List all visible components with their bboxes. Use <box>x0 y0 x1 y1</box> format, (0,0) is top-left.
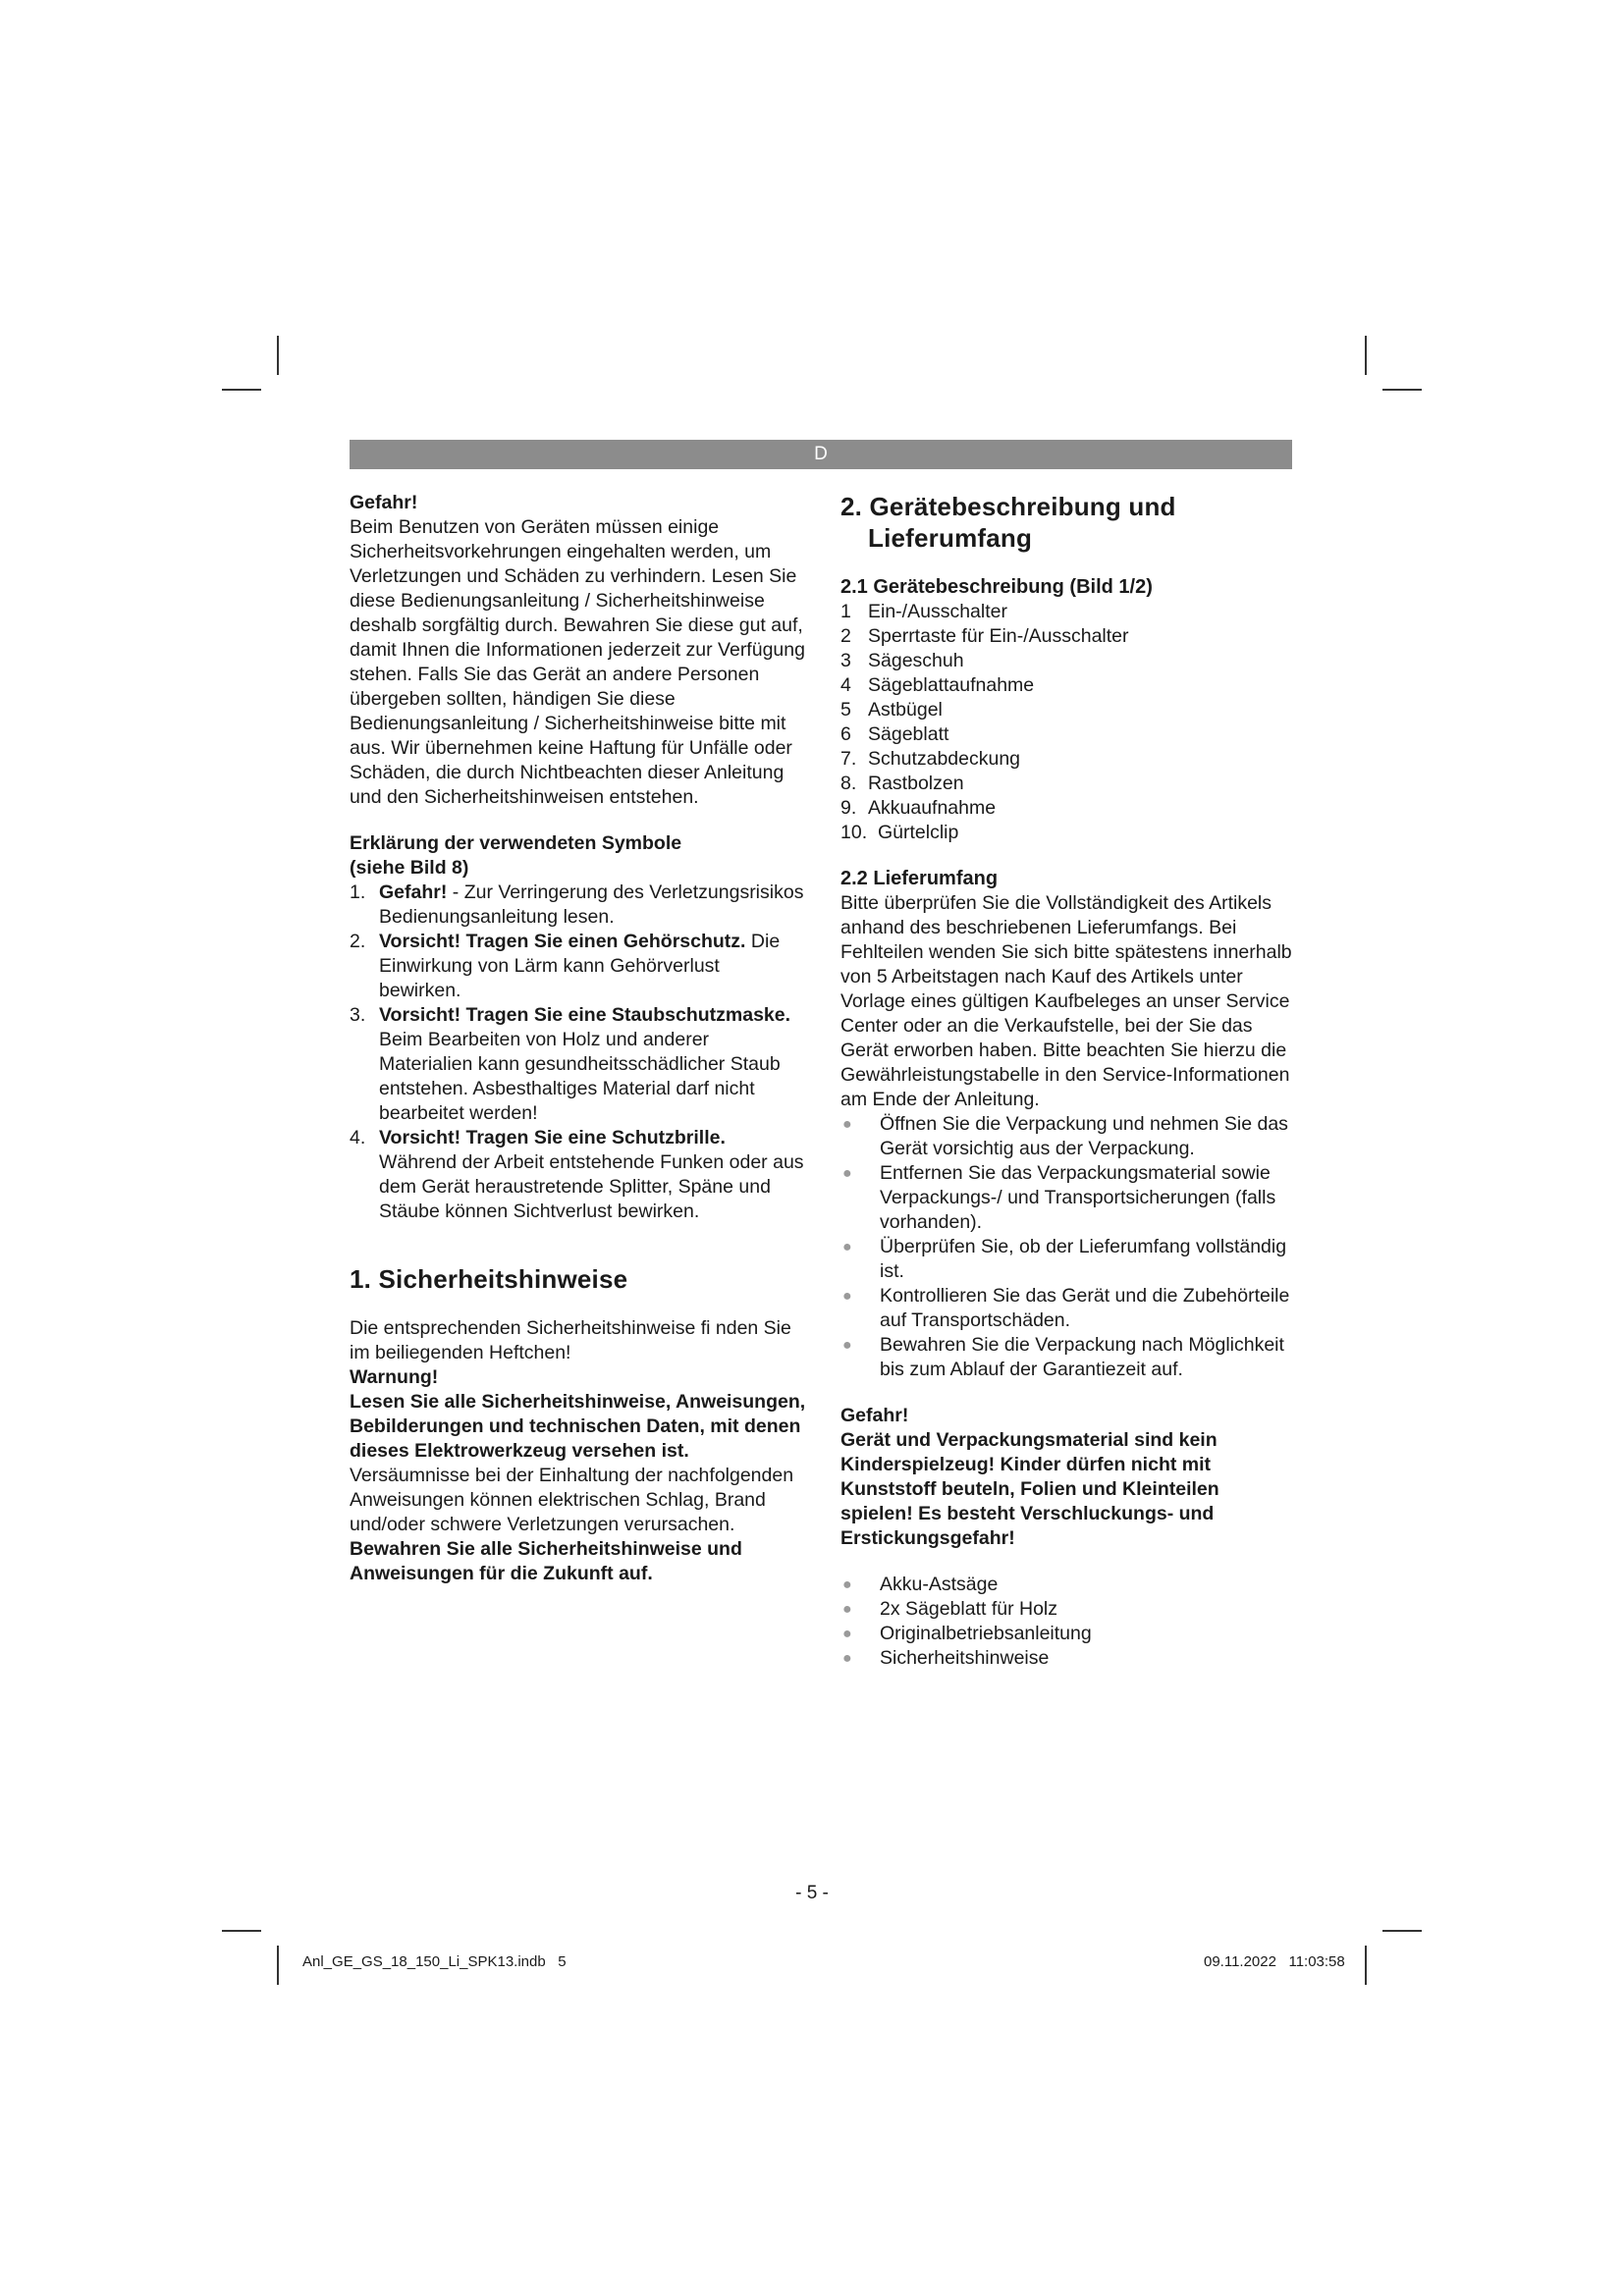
language-header-bar <box>350 440 1292 469</box>
list-item: 8. Rastbolzen <box>840 773 964 794</box>
footer-file-name: Anl_GE_GS_18_150_Li_SPK13.indb 5 <box>302 1953 567 1970</box>
symbols-subheading: (siehe Bild 8) <box>350 857 469 879</box>
section-1-intro: Die entsprechenden Sicherheitshinweise fi nden Sie im beiliegenden Heftchen! <box>350 1317 791 1363</box>
footer-timestamp: 09.11.2022 11:03:58 <box>1204 1953 1345 1970</box>
danger-heading: Gefahr! <box>350 492 418 513</box>
right-column <box>840 491 1294 1671</box>
list-item: ● Sicherheitshinweise <box>842 1647 1050 1669</box>
bullet-icon: ● <box>842 1165 852 1182</box>
bullet-icon: ● <box>842 1576 852 1593</box>
unpacking-steps-list <box>840 1112 1294 1382</box>
crop-mark <box>277 336 279 375</box>
crop-mark <box>222 1930 261 1932</box>
crop-mark <box>1365 336 1367 375</box>
danger-2-paragraph: Gerät und Verpackungsmaterial sind kein Kinderspielzeug! Kinder dürfen nicht mit Kunststoff beuteln, Folien und Kleinteilen spielen! Es besteht Verschluckungs- und Erstickungsgefahr! <box>840 1429 1219 1549</box>
keep-instructions: Bewahren Sie alle Sicherheitshinweise und Anweisungen für die Zukunft auf. <box>350 1538 742 1584</box>
left-column <box>350 491 806 1586</box>
list-item: 3. Vorsicht! Tragen Sie eine Staubschutzmaske. Beim Bearbeiten von Holz und anderer Materialien kann gesundheitsschädlicher Staub entstehen. Asbesthaltiges Material darf nicht bearbeitet werden! <box>350 1004 791 1124</box>
danger-2-heading: Gefahr! <box>840 1405 909 1426</box>
section-2-title: 2. Gerätebeschreibung und Lieferumfang <box>840 492 1176 553</box>
list-item: ● Entfernen Sie das Verpackungsmaterial sowie Verpackungs-/ und Transportsicherungen (falls vorhanden). <box>842 1162 1276 1233</box>
list-item: 2. Vorsicht! Tragen Sie einen Gehörschutz. Die Einwirkung von Lärm kann Gehörverlust bewirken. <box>350 931 781 1001</box>
list-item: ● Bewahren Sie die Verpackung nach Möglichkeit bis zum Ablauf der Garantiezeit auf. <box>842 1334 1284 1380</box>
delivery-paragraph: Bitte überprüfen Sie die Vollständigkeit des Artikels anhand des beschriebenen Lieferumfangs. Bei Fehlteilen wenden Sie sich bitte spätestens innerhalb von 5 Arbeitstagen nach Kauf des Artikels unter Vorlage eines gültigen Kaufbeleges an unser Service Center oder an die Verkaufstelle, bei der Sie das Gerät erworben haben. Bitte beachten Sie hierzu die Gewährleistungstabelle in den Service-Informationen am Ende der Anleitung. <box>840 892 1292 1110</box>
list-item: 5 Astbügel <box>840 699 943 721</box>
crop-mark <box>1365 1946 1367 1985</box>
list-item: ● Überprüfen Sie, ob der Lieferumfang vollständig ist. <box>842 1236 1287 1282</box>
bullet-icon: ● <box>842 1288 852 1305</box>
bullet-icon: ● <box>842 1337 852 1354</box>
bullet-icon: ● <box>842 1239 852 1255</box>
list-item: 2 Sperrtaste für Ein-/Ausschalter <box>840 625 1129 647</box>
list-item: 1. Gefahr! - Zur Verringerung des Verletzungsrisikos Bedienungsanleitung lesen. <box>350 881 804 928</box>
warning-paragraph: Lesen Sie alle Sicherheitshinweise, Anweisungen, Bebilderungen und technischen Daten, mit denen dieses Elektrowerkzeug versehen ist. Versäumnisse bei der Einhaltung der nachfolgenden Anweisungen können elektrischen Schlag, Brand und/oder schwere Verletzungen verursachen. <box>350 1391 806 1535</box>
list-item: 10. Gürtelclip <box>840 822 959 843</box>
symbols-heading: Erklärung der verwendeten Symbole <box>350 832 682 854</box>
symbols-list <box>350 881 806 1224</box>
danger-paragraph: Beim Benutzen von Geräten müssen einige Sicherheitsvorkehrungen eingehalten werden, um Verletzungen und Schäden zu verhindern. Lesen Sie diese Bedienungsanleitung / Sicherheitshinweise deshalb sorgfältig durch. Bewahren Sie diese gut auf, damit Ihnen die Informationen jederzeit zur Verfügung stehen. Falls Sie das Gerät an andere Personen übergeben sollten, händigen Sie diese Bedienungsanleitung / Sicherheitshinweise bitte mit aus. Wir übernehmen keine Haftung für Unfälle oder Schäden, die durch Nichtbeachten dieser Anleitung und den Sicherheitshinweisen entstehen. <box>350 516 805 808</box>
list-item: 9. Akkuaufnahme <box>840 797 997 819</box>
list-item: 4 Sägeblattaufnahme <box>840 674 1035 696</box>
list-item: ● Öffnen Sie die Verpackung und nehmen Sie das Gerät vorsichtig aus der Verpackung. <box>842 1113 1288 1159</box>
list-item: 7. Schutzabdeckung <box>840 748 1021 770</box>
crop-mark <box>1382 1930 1422 1932</box>
list-item: 6 Sägeblatt <box>840 723 949 745</box>
page-number: - 5 - <box>795 1883 829 1903</box>
section-1-title: 1. Sicherheitshinweise <box>350 1264 628 1294</box>
subsection-2-2-title: 2.2 Lieferumfang <box>840 868 999 889</box>
bullet-icon: ● <box>842 1116 852 1133</box>
list-item: ● 2x Sägeblatt für Holz <box>842 1598 1058 1620</box>
crop-mark <box>222 389 261 391</box>
bullet-icon: ● <box>842 1601 852 1618</box>
list-item: 4. Vorsicht! Tragen Sie eine Schutzbrille. Während der Arbeit entstehende Funken oder aus dem Gerät heraustretende Splitter, Späne und Stäube können Sichtverlust bewirken. <box>350 1127 804 1222</box>
warning-heading: Warnung! <box>350 1366 439 1388</box>
list-item: 1 Ein-/Ausschalter <box>840 601 1007 622</box>
crop-mark <box>1382 389 1422 391</box>
bullet-icon: ● <box>842 1626 852 1642</box>
list-item: ● Kontrollieren Sie das Gerät und die Zubehörteile auf Transportschäden. <box>842 1285 1290 1331</box>
crop-mark <box>277 1946 279 1985</box>
list-item: 3 Sägeschuh <box>840 650 964 671</box>
list-item: ● Originalbetriebsanleitung <box>842 1623 1092 1644</box>
bullet-icon: ● <box>842 1650 852 1667</box>
contents-list <box>840 1573 1294 1671</box>
subsection-2-1-title: 2.1 Gerätebeschreibung (Bild 1/2) <box>840 576 1153 598</box>
parts-list <box>840 600 1294 845</box>
list-item: ● Akku-Astsäge <box>842 1574 999 1595</box>
language-label: D <box>814 444 828 464</box>
